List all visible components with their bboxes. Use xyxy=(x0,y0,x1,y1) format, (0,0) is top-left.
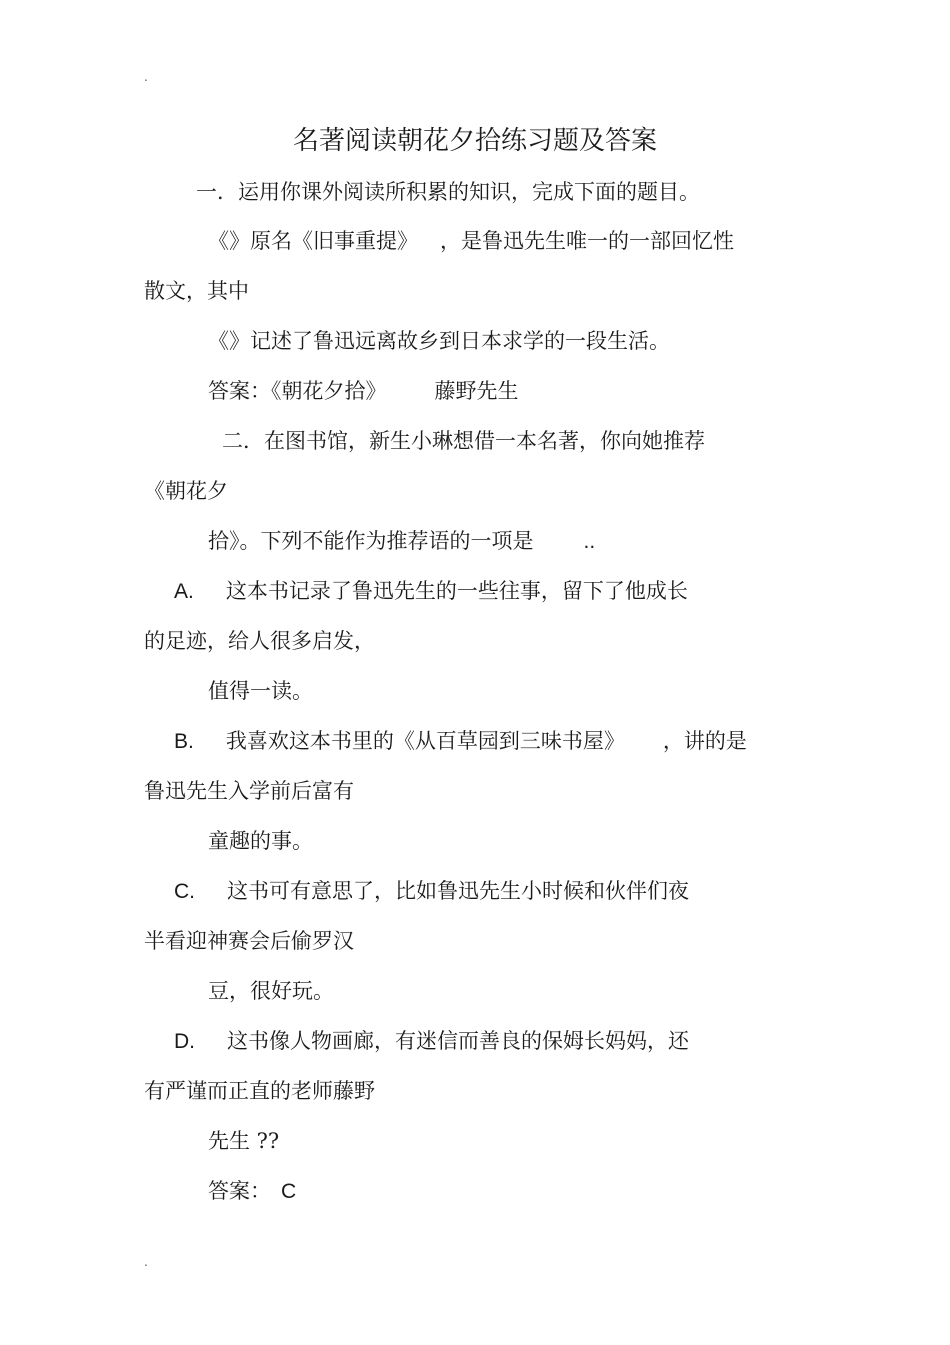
option-d-line1 xyxy=(174,1026,689,1057)
q2-answer xyxy=(208,1176,296,1207)
option-a-text3: 值得一读。 xyxy=(208,679,313,703)
option-d-letter: D. xyxy=(174,1030,195,1053)
option-d-text3: 先生 ?? xyxy=(208,1129,280,1153)
q2-prompt-dots: .. xyxy=(583,530,596,553)
option-a-text1: 这本书记录了鲁迅先生的一些往事，留下了他成长 xyxy=(225,579,688,603)
q1-line1 xyxy=(208,226,734,256)
option-b-text1b: ，讲的是 xyxy=(662,729,747,753)
q1-prompt: 一．运用你课外阅读所积累的知识，完成下面的题目。 xyxy=(196,180,700,204)
page-title: 名著阅读朝花夕拾练习题及答案 xyxy=(292,126,657,156)
q1-line3: 《》记述了鲁迅远离故乡到日本求学的一段生活。 xyxy=(208,329,670,353)
option-c-text1: 这书可有意思了，比如鲁迅先生小时候和伙伴们夜 xyxy=(227,879,689,903)
q1-answer-label: 答案：《朝花夕拾》 xyxy=(208,379,387,403)
q1-line1-a: 《》原名《旧事重提》 xyxy=(208,229,418,253)
option-b-text3: 童趣的事。 xyxy=(208,829,313,853)
q2-answer-label: 答案： xyxy=(208,1179,271,1203)
option-d-text2: 有严谨而正直的老师藤野 xyxy=(144,1079,375,1103)
q1-answer-value: 藤野先生 xyxy=(434,379,519,403)
q1-line2: 散文，其中 xyxy=(144,279,249,303)
q2-answer-value: C xyxy=(281,1180,297,1203)
q2-prompt-c-text: 拾》。下列不能作为推荐语的一项是 xyxy=(208,529,534,553)
option-d-text1: 这书像人物画廊，有迷信而善良的保姆长妈妈，还 xyxy=(227,1029,689,1053)
option-c-line1 xyxy=(174,876,689,907)
option-a-line1 xyxy=(174,576,688,607)
option-c-text2: 半看迎神赛会后偷罗汉 xyxy=(144,929,354,953)
q2-prompt-a: 二．在图书馆，新生小琳想借一本名著，你向她推荐 xyxy=(222,429,705,453)
option-b-line1 xyxy=(174,726,747,757)
option-b-letter: B. xyxy=(174,730,194,753)
option-c-letter: C. xyxy=(174,880,195,903)
option-b-text1: 我喜欢这本书里的《从百草园到三味书屋》 xyxy=(225,729,625,753)
option-c-text3: 豆，很好玩。 xyxy=(208,979,334,1003)
page-marker-bottom: . xyxy=(144,1255,148,1269)
q2-prompt-c xyxy=(208,526,595,557)
option-a-letter: A. xyxy=(174,580,194,603)
q1-answer xyxy=(208,376,519,406)
q2-prompt-b: 《朝花夕 xyxy=(144,479,228,503)
option-b-text2: 鲁迅先生入学前后富有 xyxy=(144,779,354,803)
q1-line1-b: ，是鲁迅先生唯一的一部回忆性 xyxy=(440,229,734,253)
option-a-text2: 的足迹，给人很多启发， xyxy=(144,629,375,653)
page-marker-top: . xyxy=(144,70,148,84)
